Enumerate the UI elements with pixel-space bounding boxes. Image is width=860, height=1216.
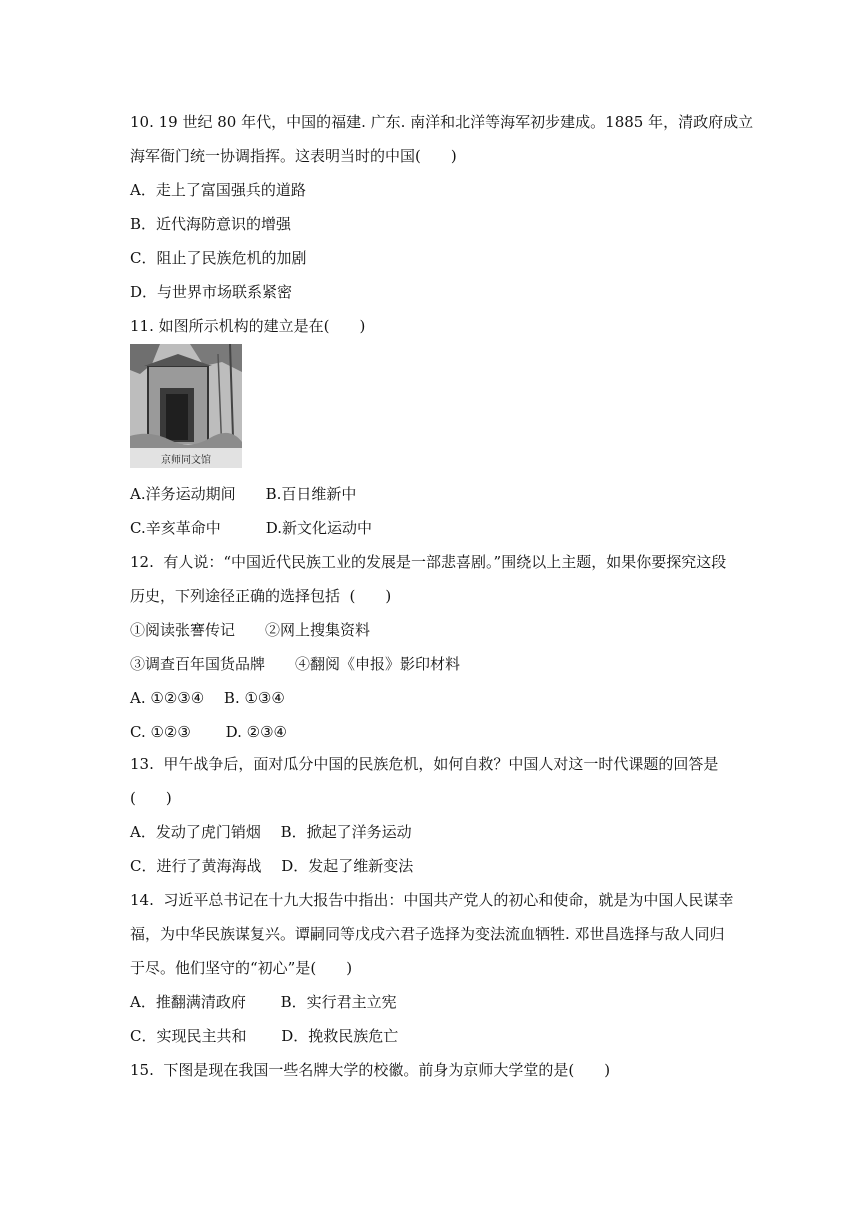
q14-options-row1: A．推翻满清政府 B．实行君主立宪	[130, 993, 397, 1011]
q10-option-a: A．走上了富国强兵的道路	[130, 181, 306, 199]
q10-stem-line1: 10. 19 世纪 80 年代，中国的福建. 广东. 南洋和北洋等海军初步建成。1885 年，清政府成立	[130, 113, 754, 131]
q13-options-row1: A．发动了虎门销烟 B．掀起了洋务运动	[130, 823, 412, 841]
photo-caption: 京师同文馆	[161, 455, 211, 466]
q11-options-row2: C.辛亥革命中 D.新文化运动中	[130, 519, 372, 537]
q12-stem-line1: 12. 有人说：“中国近代民族工业的发展是一部悲喜剧。”围绕以上主题，如果你要探究这段	[130, 553, 727, 571]
q14-stem-line1: 14. 习近平总书记在十九大报告中指出：中国共产党人的初心和使命，就是为中国人民谋幸	[130, 891, 734, 909]
q12-options-row2: C. ①②③ D. ②③④	[130, 723, 287, 741]
tongwenguan-photo	[130, 344, 242, 468]
q13-stem-line1: 13. 甲午战争后，面对瓜分中国的民族危机，如何自救？中国人对这一时代课题的回答是	[130, 755, 719, 773]
q12-items-row2: ③调查百年国货品牌 ④翻阅《申报》影印材料	[130, 655, 461, 673]
q15-stem: 15. 下图是现在我国一些名牌大学的校徽。前身为京师大学堂的是( )	[130, 1061, 611, 1079]
q14-stem-line3: 于尽。他们坚守的“初心”是( )	[130, 959, 353, 977]
q13-stem-line2: ( )	[130, 789, 172, 807]
q11-options-row1: A.洋务运动期间 B.百日维新中	[130, 485, 357, 503]
q14-stem-line2: 福，为中华民族谋复兴。谭嗣同等戊戌六君子选择为变法流血牺牲. 邓世昌选择与敌人同归	[130, 925, 725, 943]
q11-stem: 11. 如图所示机构的建立是在( )	[130, 317, 366, 335]
q12-options-row1: A. ①②③④ B. ①③④	[130, 689, 285, 707]
q14-options-row2: C．实现民主共和 D．挽救民族危亡	[130, 1027, 399, 1045]
q10-option-d: D．与世界市场联系紧密	[130, 283, 293, 301]
q10-stem-line2: 海军衙门统一协调指挥。这表明当时的中国( )	[130, 147, 457, 165]
q10-option-b: B．近代海防意识的增强	[130, 215, 292, 233]
q13-options-row2: C．进行了黄海海战 D．发起了维新变法	[130, 857, 414, 875]
q10-option-c: C．阻止了民族危机的加剧	[130, 249, 307, 267]
q12-stem-line2: 历史，下列途径正确的选择包括 ( )	[130, 587, 392, 605]
q12-items-row1: ①阅读张謇传记 ②网上搜集资料	[130, 621, 371, 639]
